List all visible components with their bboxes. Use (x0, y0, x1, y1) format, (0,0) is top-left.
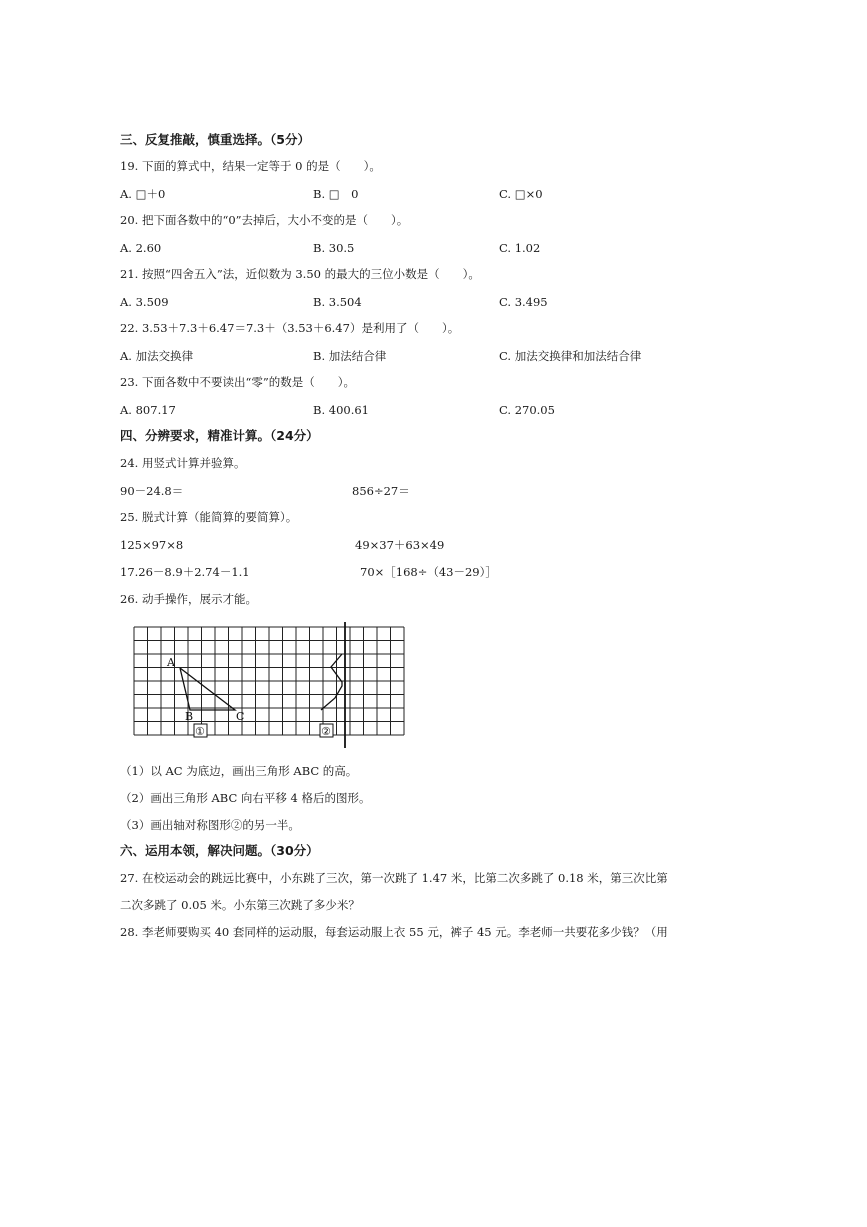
question-25-stem: 25. 脱式计算（能简算的要简算）。 (120, 510, 298, 524)
question-27-line-2: 二次多跳了 0.05 米。小东第三次跳了多少米？ (120, 898, 360, 912)
question-19-option-b: B. □ 0 (313, 187, 359, 201)
question-25-expression-1: 125×97×8 (120, 538, 184, 552)
grid-lines (134, 627, 404, 735)
question-26-sub-3: （3）画出轴对称图形②的另一半。 (120, 818, 300, 832)
question-21-option-c: C. 3.495 (499, 295, 548, 309)
grid-figure (128, 622, 410, 750)
question-23-option-c: C. 270.05 (499, 403, 555, 417)
section4-heading: 四、分辨要求，精准计算。（24分） (120, 428, 319, 443)
shape-2-half (321, 654, 342, 710)
question-20-option-a: A. 2.60 (120, 241, 162, 255)
question-23-stem: 23. 下面各数中不要读出“零”的数是（ ）。 (120, 375, 355, 389)
question-19-stem: 19. 下面的算式中，结果一定等于 0 的是（ ）。 (120, 159, 381, 173)
label-a: A (167, 656, 175, 669)
question-24-expression-1: 90－24.8＝ (120, 484, 184, 498)
question-20-stem: 20. 把下面各数中的“0”去掉后，大小不变的是（ ）。 (120, 213, 409, 227)
question-19-option-c: C. □×0 (499, 187, 543, 201)
question-20-option-b: B. 30.5 (313, 241, 355, 255)
question-23-option-a: A. 807.17 (120, 403, 176, 417)
section6-heading: 六、运用本领，解决问题。（30分） (120, 843, 319, 858)
label-b: B (185, 710, 194, 723)
question-19-option-a: A. □＋0 (120, 187, 166, 201)
question-21-option-a: A. 3.509 (120, 295, 169, 309)
question-24-stem: 24. 用竖式计算并验算。 (120, 456, 246, 470)
question-21-option-b: B. 3.504 (313, 295, 362, 309)
mark-2: ② (321, 725, 331, 738)
question-27-line-1: 27. 在校运动会的跳远比赛中，小东跳了三次，第一次跳了 1.47 米，比第二次多跳了 0.18 米，第三次比第 (120, 871, 668, 885)
question-25-expression-3: 17.26－8.9＋2.74－1.1 (120, 565, 250, 579)
mark-1: ① (195, 725, 205, 738)
question-22-option-b: B. 加法结合律 (313, 349, 387, 363)
section3-heading: 三、反复推敲，慎重选择。（5分） (120, 132, 310, 147)
question-21-stem: 21. 按照“四舍五入”法，近似数为 3.50 的最大的三位小数是（ ）。 (120, 267, 480, 281)
question-26-sub-1: （1）以 AC 为底边，画出三角形 ABC 的高。 (120, 764, 358, 778)
question-26-sub-2: （2）画出三角形 ABC 向右平移 4 格后的图形。 (120, 791, 371, 805)
label-c: C (236, 710, 245, 723)
question-25-expression-2: 49×37＋63×49 (355, 538, 445, 552)
question-26-stem: 26. 动手操作，展示才能。 (120, 592, 257, 606)
question-22-stem: 22. 3.53＋7.3＋6.47＝7.3＋（3.53＋6.47）是利用了（ ）。 (120, 321, 460, 335)
question-23-option-b: B. 400.61 (313, 403, 370, 417)
question-25-expression-4: 70×［168÷（43－29）］ (360, 565, 497, 579)
question-20-option-c: C. 1.02 (499, 241, 541, 255)
question-22-option-a: A. 加法交换律 (120, 349, 194, 363)
question-28-line-1: 28. 李老师要购买 40 套同样的运动服，每套运动服上衣 55 元，裤子 45 元。李老师一共要花多少钱？（用 (120, 925, 668, 939)
question-22-option-c: C. 加法交换律和加法结合律 (499, 349, 642, 363)
question-24-expression-2: 856÷27＝ (352, 484, 410, 498)
